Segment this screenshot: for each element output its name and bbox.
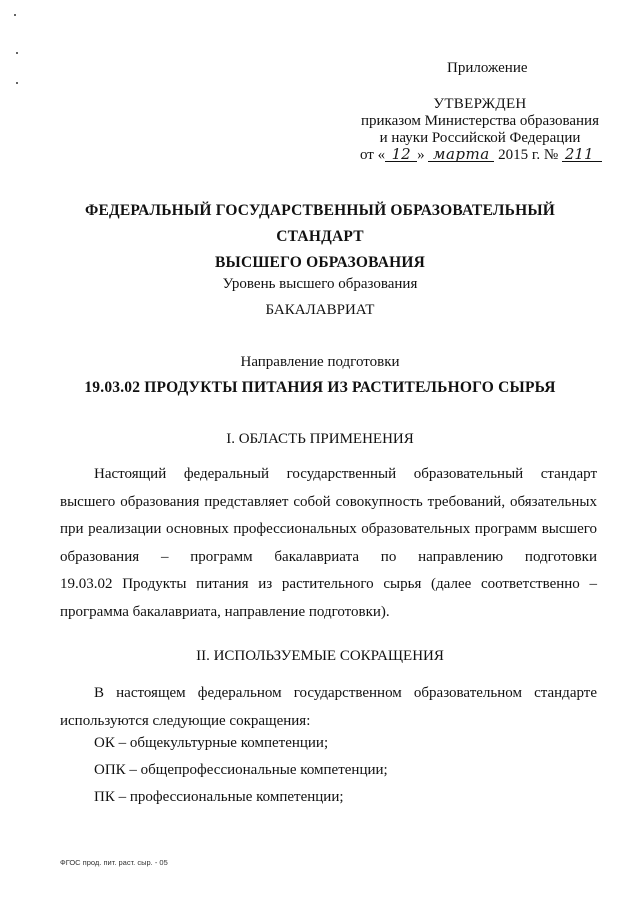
section-2-heading: II. ИСПОЛЬЗУЕМЫЕ СОКРАЩЕНИЯ [196,648,444,664]
title-line-2: ВЫСШЕГО ОБРАЗОВАНИЯ [214,254,425,271]
appendix-label: Приложение [447,60,528,76]
handwritten-day: 12 [385,147,417,162]
abbreviation-item: ОПК – общепрофессиональные компетенции; [94,762,388,778]
level-label: Уровень высшего образования [222,276,418,292]
date-year: 2015 г. № [498,147,559,163]
level-value: БАКАЛАВРИАТ [265,302,375,318]
paragraph-line: образования – программ бакалавриата по направлению подготовки [60,548,597,565]
paragraph-line: используются следующие сокращения: [60,712,311,729]
date-prefix: от « [360,147,386,163]
approval-block [360,96,600,164]
date-mid: » [417,147,425,163]
approved-heading: УТВЕРЖДЕН [433,96,527,112]
paragraph-line: В настоящем федеральном государственном образовательном стандарте [94,685,597,701]
direction-label: Направление подготовки [240,354,400,370]
handwritten-month: марта [428,147,494,162]
abbreviation-item: ОК – общекультурные компетенции; [94,735,329,751]
document-title [40,198,600,276]
abbreviation-item: ПК – профессиональные компетенции; [94,789,344,805]
paragraph-line: 19.03.02 Продукты питания из растительного сырья (далее соответственно – [60,576,597,592]
section-1-heading: I. ОБЛАСТЬ ПРИМЕНЕНИЯ [226,431,414,447]
section-1-paragraph [60,461,597,626]
title-line-1: ФЕДЕРАЛЬНЫЙ ГОСУДАРСТВЕННЫЙ ОБРАЗОВАТЕЛЬНЫЙ СТАНДАРТ [84,202,556,245]
scan-mark [16,82,18,84]
paragraph-line: при реализации основных профессиональных образовательных программ высшего [60,521,597,537]
section-2-intro [60,680,597,735]
footer-code: ФГОС прод. пит. раст. сыр. - 05 [60,858,168,867]
handwritten-order-number: 211 [562,147,602,162]
order-date-line [360,147,600,164]
order-line-2: и науки Российской Федерации [379,130,581,146]
direction-value: 19.03.02 ПРОДУКТЫ ПИТАНИЯ ИЗ РАСТИТЕЛЬНОГО СЫРЬЯ [84,379,556,396]
paragraph-line: высшего образования представляет собой совокупность требований, обязательных [60,493,597,510]
order-line-1: приказом Министерства образования [361,113,599,129]
scan-mark [14,14,16,16]
scan-mark [16,52,18,54]
paragraph-line: Настоящий федеральный государственный образовательный стандарт [94,466,597,482]
paragraph-line: программа бакалавриата, направление подготовки). [60,603,390,620]
